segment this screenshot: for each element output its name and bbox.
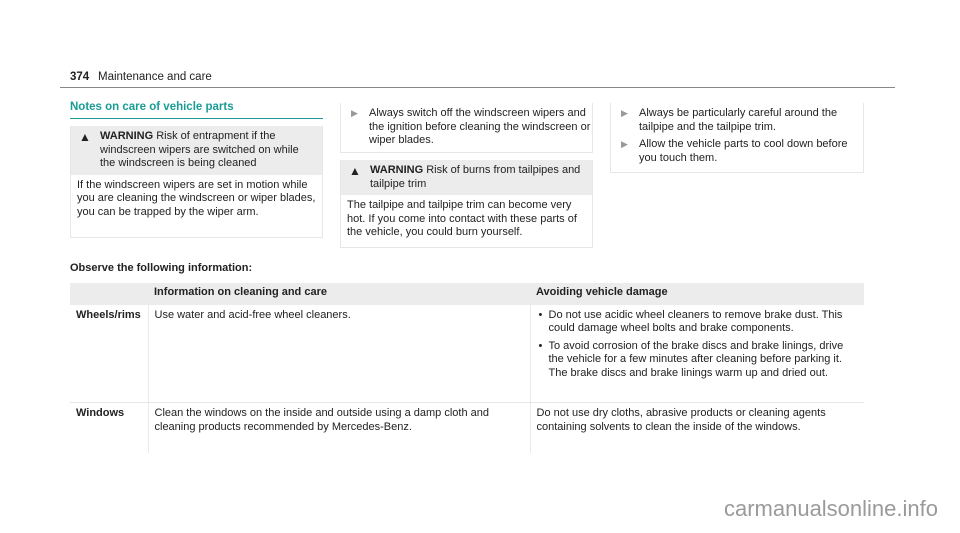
arrow-right-icon: ▶ [621,139,628,149]
care-table [70,283,864,453]
arrow-right-icon: ▶ [351,108,358,118]
header-rule [60,87,895,88]
step-text: Always be particularly careful around the tailpipe and the tailpipe trim. [639,107,838,133]
section-title-rule [70,118,323,119]
watermark: carmanualsonline.info [723,496,938,521]
section-header: Maintenance and care [98,71,212,83]
warning-label: WARNING [370,164,424,176]
warning-triangle-icon: ▲ [349,164,361,178]
step-item [611,107,863,134]
list-item: • Do not use acidic wheel cleaners to remove brake dust. This could damage wheel bolts and brake components. [537,309,859,336]
care-table-wrap [70,283,864,453]
step-item [611,138,863,165]
table-header-row [70,283,864,305]
observe-heading: Observe the following information: [70,262,253,274]
table-header [70,283,148,305]
row-item: Windows [76,407,125,419]
row-care: Clean the windows on the inside and outside using a damp cloth and cleaning products recommended by Mercedes-Benz. [148,403,530,453]
warning-label: WARNING [100,130,154,142]
table-row [70,305,864,403]
step-box-wipers [340,103,593,153]
warning-head [341,160,592,195]
section-title: Notes on care of vehicle parts [70,101,234,113]
warning-entrapment [70,126,323,238]
row-avoid [530,305,864,403]
row-care: Use water and acid-free wheel cleaners. [148,305,530,403]
warning-burns [340,160,593,248]
warning-body: The tailpipe and tailpipe trim can become very hot. If you come into contact with these parts of the vehicle, you could burn yourself. [347,199,577,238]
warning-title: Risk of burns from tailpipes and tailpipe trim [370,164,581,190]
warning-head [71,126,322,175]
step-text: Allow the vehicle parts to cool down before you touch them. [639,138,848,164]
page-number: 374 [70,71,90,83]
warning-triangle-icon: ▲ [79,130,91,144]
warning-title: Risk of entrapment if the windscreen wipers are switched on while the windscreen is being cleaned [100,130,299,169]
table-header: Avoiding vehicle damage [530,283,864,305]
step-text: Always switch off the windscreen wipers and the ignition before cleaning the windscreen or wiper blades. [369,107,591,146]
arrow-right-icon: ▶ [621,108,628,118]
step-box-tailpipe [610,103,864,173]
row-item: Wheels/rims [70,305,148,403]
table-row [70,403,864,453]
step-item [341,107,592,148]
warning-body: If the windscreen wipers are set in motion while you are cleaning the windscreen or wiper blades, you can be trapped by the wiper arm. [77,178,316,218]
row-avoid: Do not use dry cloths, abrasive products or cleaning agents containing solvents to clean the inside of the windows. [530,403,864,453]
list-item: • To avoid corrosion of the brake discs and brake linings, drive the vehicle for a few minutes after cleaning before parking it. The brake discs and brake linings warm up and dried out. [537,340,859,381]
table-header: Information on cleaning and care [148,283,530,305]
